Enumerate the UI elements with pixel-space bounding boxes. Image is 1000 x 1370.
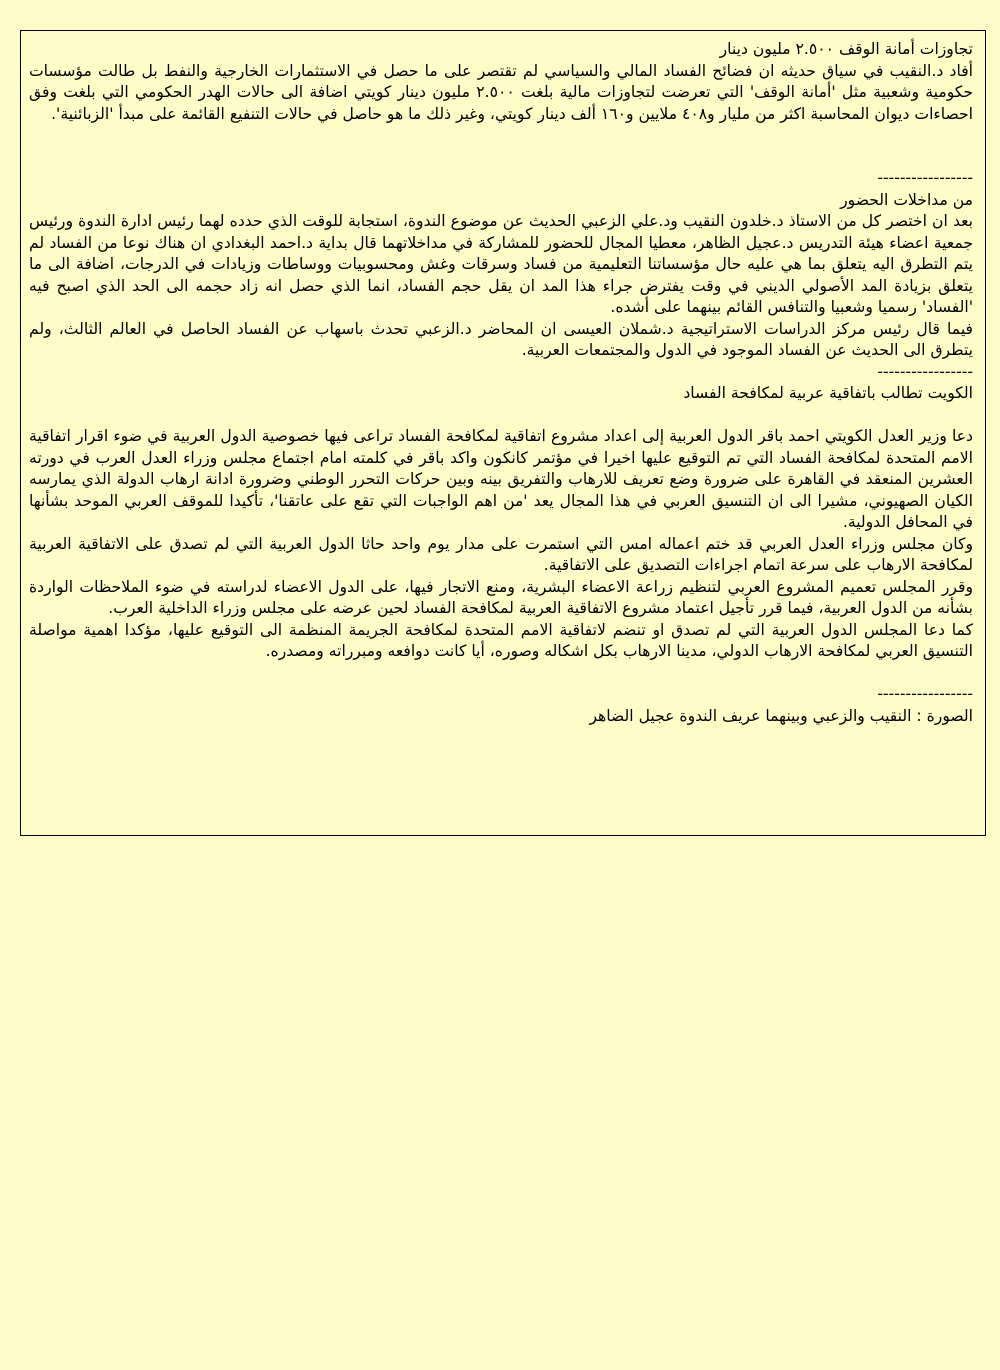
- section3-paragraph: دعا وزير العدل الكويتي احمد باقر الدول العربية إلى اعداد مشروع اتفاقية لمكافحة الفساد تراعى فيها خصوصية الدول العربية في ضوء اقرار اتفاقية الامم المتحدة لمكافحة الفساد التي تم التوقيع عليها اخيرا في مؤتمر كانكون واكد باقر في كلمته امام اجتماع مجلس وزراء العدل العرب في دورته العشرين المنعقد في القاهرة على ضرورة وضع تعريف للارهاب والتفريق بينه وبين حركات التحرر الوطني وضرورة ادانة ارهاب الدولة الذي يمارسه الكيان الصهيوني، مشيرا الى ان التنسيق العربي في هذا المجال يعد 'من اهم الواجبات التي تقع على عاتقنا'، تأكيدا للموقف العربي الموحد بشأنها في المحافل الدولية.: [29, 427, 973, 531]
- blank-line: [29, 125, 973, 147]
- section1-title: تجاوزات أمانة الوقف ٢.٥٠٠ مليون دينار: [719, 40, 973, 58]
- section2-paragraph: فيما قال رئيس مركز الدراسات الاستراتيجية د.شملان العيسى ان المحاضر د.الزعبي تحدث باسهاب عن الفساد الحاصل في العالم الثالث، ولم يتطرق الى الحديث عن الفساد الموجود في الدول والمجتمعات العربية.: [29, 319, 973, 359]
- photo-caption: الصورة : النقيب والزعبي وبينهما عريف الندوة عجيل الضاهر: [589, 706, 973, 725]
- separator: -----------------: [877, 169, 973, 187]
- blank-line: [29, 663, 973, 685]
- separator: -----------------: [877, 685, 973, 703]
- blank-line: [29, 405, 973, 427]
- blank-line: [29, 147, 973, 169]
- section3-paragraph: وكان مجلس وزراء العدل العربي قد ختم اعماله امس التي استمرت على مدار يوم واحد حاثا الدول العربية التي لم تصدق على الاتفاقية العربية لمكافحة الارهاب على سرعة اتمام اجراءات التصديق على الاتفاقية.: [29, 534, 973, 574]
- section2-paragraph: بعد ان اختصر كل من الاستاذ د.خلدون النقيب ود.علي الزعبي الحديث عن موضوع الندوة، استجابة للوقت الذي حدده لهما رئيس ادارة الندوة ورئيس جمعية اعضاء هيئة التدريس د.عجيل الظاهر، معطيا المجال للحضور للمشاركة في مداخلاتهما قال بداية د.احمد البغدادي ان هناك نوعا من الفساد لم يتم التطرق اليه يتعلق بما هي عليه حال مؤسساتنا التعليمية من فساد وسرقات وغش ومحسوبيات ووساطات وزيادات في الدرجات، اضافة الى ما يتعلق بزيادة المد الأصولي الديني في وقت يفترض جراء هذا المد ان يقل حجم الفساد، انما الذي حصل انه زاد حجمه الى الحد الذي اصبح فيه 'الفساد' رسميا وشعبيا والتنافس القائم بينهما على أشده.: [29, 212, 973, 316]
- section1-body: أفاد د.النقيب في سياق حديثه ان فضائح الفساد المالي والسياسي لم تقتصر على ما حصل في الاستثمارات الخارجية والنفط بل طالت مؤسسات حكومية وشعبية مثل 'أمانة الوقف' التي تعرضت لتجاوزات مالية بلغت ٢.٥٠٠ مليون دينار كويتي اضافة الى حالات الهدر الحكومي التي بلغت وفق احصاءات ديوان المحاسبة اكثر من مليار و٤٠٨ ملايين و١٦٠ ألف دينار كويتي، وغير ذلك ما هو حاصل في حالات التنفيع القائمة على مبدأ 'الزبائنية'.: [29, 61, 973, 123]
- section3-paragraph: وقرر المجلس تعميم المشروع العربي لتنظيم زراعة الاعضاء البشرية، ومنع الاتجار فيها، على الدول الاعضاء لدراسته في ضوء الملاحظات الواردة بشأنه من الدول العربية، فيما قرر تأجيل اعتماد مشروع الاتفاقية العربية لمكافحة الفساد لحين عرضه على مجلس وزراء الداخلية العرب.: [29, 577, 973, 617]
- separator: -----------------: [877, 362, 973, 381]
- article-box: [20, 30, 986, 836]
- section3-title: الكويت تطالب باتفاقية عربية لمكافحة الفساد: [683, 384, 973, 402]
- section2-title: من مداخلات الحضور: [840, 190, 973, 209]
- section3-paragraph: كما دعا المجلس الدول العربية التي لم تصدق او تنضم لاتفاقية الامم المتحدة لمكافحة الجريمة المنظمة الى التوقيع عليها، مؤكدا اهمية مواصلة التنسيق العربي لمكافحة الارهاب الدولي، مدينا الارهاب بكل اشكاله وصوره، أيا كانت دوافعه ومبرراته ومصدره.: [29, 620, 973, 660]
